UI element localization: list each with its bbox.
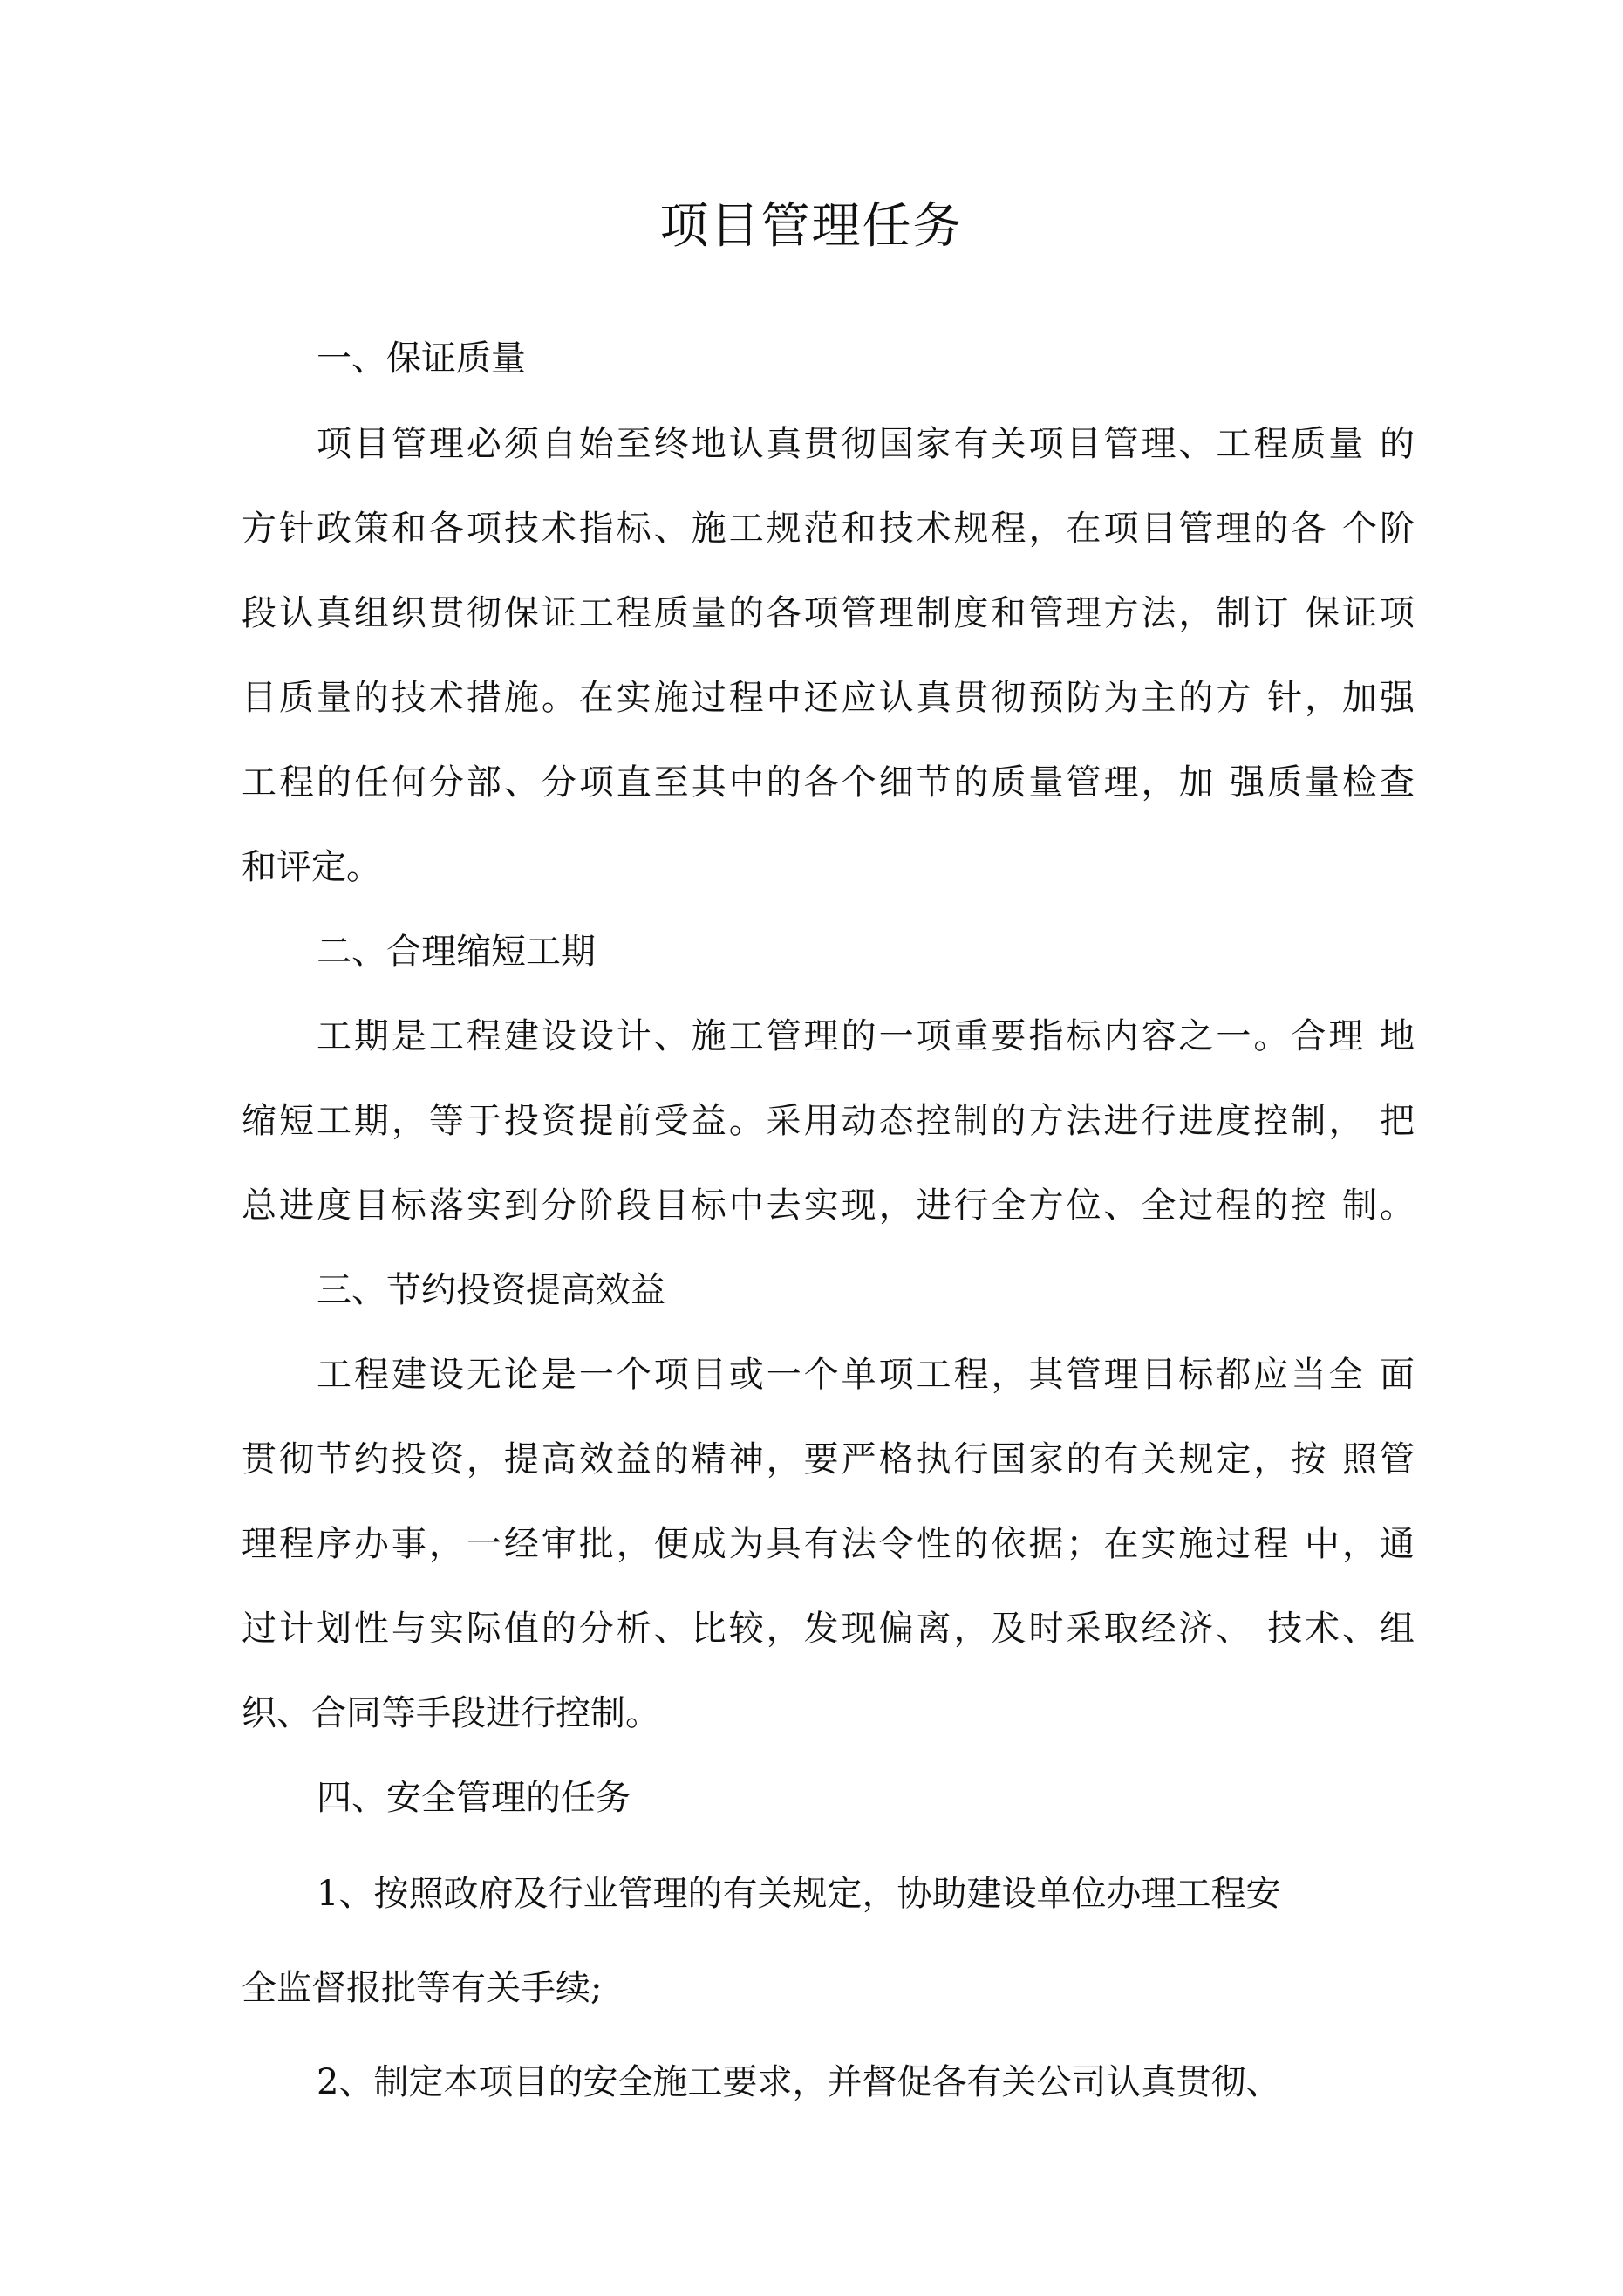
paragraph-line: 缩短工期，等于投资提前受益。采用动态控制的方法进行进度控制， 把 (242, 1101, 1415, 1141)
section-heading-investment: 三、节约投资提高效益 (317, 1270, 665, 1310)
list-item-line: 1、按照政府及行业管理的有关规定，协助建设单位办理工程安 (317, 1874, 1281, 1914)
paragraph-line: 工程建设无论是一个项目或一个单项工程，其管理目标都应当全 面 (317, 1355, 1415, 1395)
paragraph-line: 织、合同等手段进行控制。 (242, 1693, 660, 1733)
paragraph-line: 项目管理必须自始至终地认真贯彻国家有关项目管理、工程质量 的 (317, 424, 1415, 464)
paragraph-line: 贯彻节约投资，提高效益的精神，要严格执行国家的有关规定，按 照管 (242, 1439, 1415, 1479)
paragraph-line: 过计划性与实际值的分析、比较，发现偏离，及时采取经济、 技术、组 (242, 1609, 1415, 1649)
list-item-line: 2、制定本项目的安全施工要求，并督促各有关公司认真贯彻、 (317, 2062, 1281, 2102)
paragraph-line: 总进度目标落实到分阶段目标中去实现，进行全方位、全过程的控 制。 (242, 1186, 1415, 1226)
section-heading-safety: 四、安全管理的任务 (317, 1778, 631, 1818)
paragraph-line: 工期是工程建设设计、施工管理的一项重要指标内容之一。合理 地 (317, 1016, 1415, 1056)
paragraph-line: 目质量的技术措施。在实施过程中还应认真贯彻预防为主的方 针，加强 (242, 678, 1415, 718)
section-heading-schedule: 二、合理缩短工期 (317, 932, 596, 972)
section-heading-quality: 一、保证质量 (317, 338, 526, 379)
paragraph-line: 方针政策和各项技术指标、施工规范和技术规程，在项目管理的各 个阶 (242, 509, 1415, 549)
paragraph-line: 和评定。 (242, 847, 381, 887)
list-item-line: 全监督报批等有关手续; (242, 1968, 603, 2008)
document-title: 项目管理任务 (659, 198, 964, 255)
paragraph-line: 理程序办事，一经审批，便成为具有法令性的依据；在实施过程 中，通 (242, 1524, 1415, 1564)
paragraph-line: 段认真组织贯彻保证工程质量的各项管理制度和管理方法，制订 保证项 (242, 593, 1415, 633)
paragraph-line: 工程的任何分部、分项直至其中的各个细节的质量管理，加 强质量检查 (242, 762, 1415, 803)
